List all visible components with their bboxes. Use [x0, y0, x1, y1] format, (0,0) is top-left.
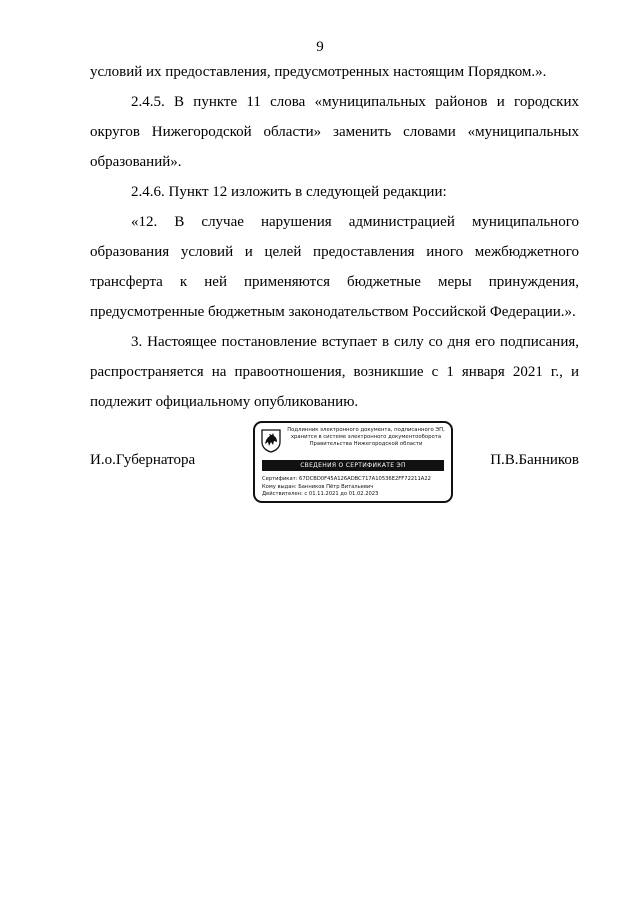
stamp-header-line: хранится в системе электронного документооборота [290, 434, 442, 440]
signatory-name: П.В.Банников [490, 452, 579, 468]
signatory-position: И.о.Губернатора [90, 452, 196, 468]
paragraph-continuation: условий их предоставления, предусмотренных настоящим Порядком.». [90, 64, 547, 80]
paragraph-point-12: «12. В случае нарушения администрацией муниципального образования условий и целей предоставления иного межбюджетного трансферта к ней применяются бюджетные меры принуждения, предусмотренные бюджетным законодательством Российской Федерации.». [90, 214, 579, 320]
stamp-certificate-info [262, 476, 447, 499]
page-number: 9 [316, 39, 324, 55]
stamp-issued-to: Кому выдан: Банников Пётр Витальевич [262, 483, 374, 490]
coat-of-arms-icon [261, 429, 281, 453]
stamp-header-line: Подлинник электронного документа, подписанного ЭП, [287, 427, 445, 433]
stamp-certificate: Сертификат: 67DCBD0F45A126ADBC717A10536E2FF72211A22 [262, 476, 431, 482]
paragraph-2-4-5: 2.4.5. В пункте 11 слова «муниципальных районов и городских округов Нижегородской области» заменить словами «муниципальных образований». [90, 94, 579, 170]
stamp-header [285, 427, 447, 448]
electronic-signature-stamp [253, 421, 453, 503]
stamp-header-line: Правительства Нижегородской области [309, 441, 423, 447]
stamp-title: СВЕДЕНИЯ О СЕРТИФИКАТЕ ЭП [262, 460, 444, 471]
body-text [90, 57, 579, 417]
paragraph-2-4-6: 2.4.6. Пункт 12 изложить в следующей редакции: [131, 184, 447, 200]
paragraph-3: 3. Настоящее постановление вступает в силу со дня его подписания, распространяется на правоотношения, возникшие с 1 января 2021 г., и подлежит официальному опубликованию. [90, 334, 579, 410]
stamp-validity: Действителен: с 01.11.2021 до 01.02.2023 [262, 491, 379, 497]
